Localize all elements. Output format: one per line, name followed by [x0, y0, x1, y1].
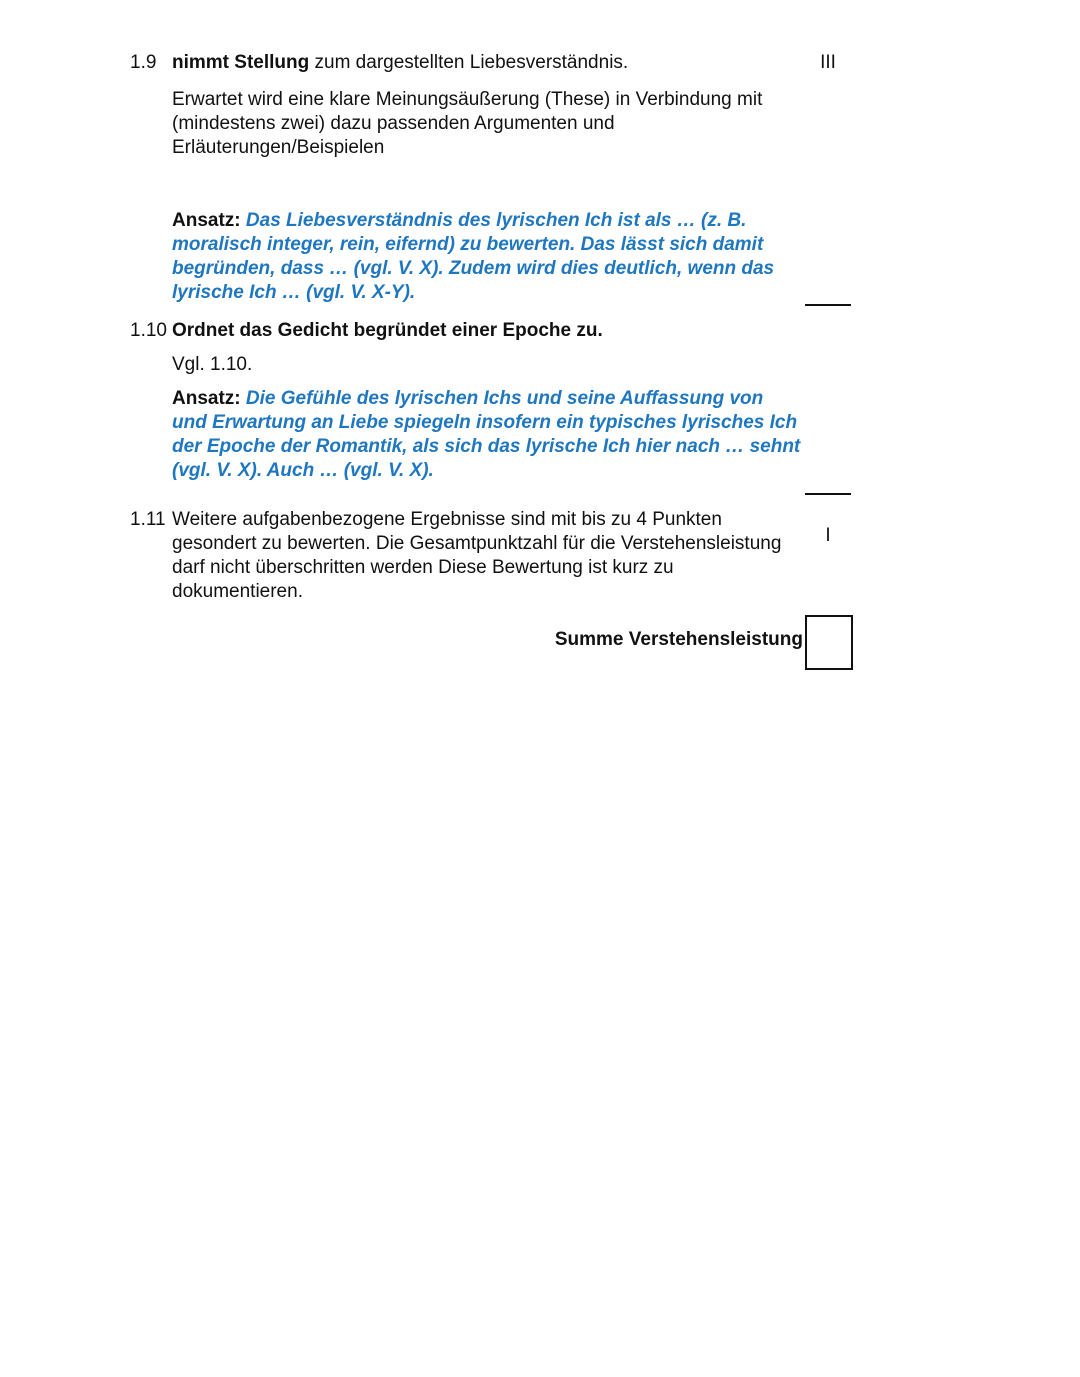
item-description-1-10: Vgl. 1.10. [172, 354, 253, 375]
item-title-1-9 [172, 51, 802, 75]
item-title-bold: nimmt Stellung [172, 52, 310, 73]
ansatz-text: Die Gefühle des lyrischen Ichs und seine Auffassung von und Erwartung an Liebe spiegeln insofern ein typisches lyrisches Ich der Epoche der Romantik, als sich das lyrische Ich hier nach … sehnt (vgl. V. X). Auch … (vgl. V. X). [172, 388, 801, 481]
ansatz-label: Ansatz: [172, 210, 241, 231]
item-title-1-10: Ordnet das Gedicht begründet einer Epoche zu. [172, 320, 603, 341]
score-line-1-9 [805, 304, 851, 306]
ansatz-block-1-10 [172, 387, 802, 483]
ansatz-block-1-9 [172, 209, 802, 305]
item-description-1-9: Erwartet wird eine klare Meinungsäußerung (These) in Verbindung mit (mindestens zwei) dazu passenden Argumenten und Erläuterungen/Beispielen [172, 89, 763, 158]
summary-label: Summe Verstehensleistung [554, 629, 803, 650]
item-number-1-11: 1.11 [130, 509, 166, 530]
item-title-rest: zum dargestellten Liebesverständnis. [309, 52, 629, 73]
item-number-1-9: 1.9 [130, 52, 157, 73]
summary-score-box[interactable] [805, 615, 853, 670]
level-badge-1-9: III [820, 52, 836, 73]
ansatz-text: Das Liebesverständnis des lyrischen Ich ist als … (z. B. moralisch integer, rein, eifernd) zu bewerten. Das lässt sich damit begründen, dass … (vgl. V. X). Zudem wird dies deutlich, wenn das lyrische Ich … (vgl. V. X-Y). [172, 210, 775, 303]
ansatz-label: Ansatz: [172, 388, 241, 409]
level-badge-1-11: I [825, 525, 831, 546]
item-text-1-11: Weitere aufgabenbezogene Ergebnisse sind mit bis zu 4 Punkten gesondert zu bewerten. Die Gesamtpunktzahl für die Verstehensleistung darf nicht überschritten werden Diese Bewertung ist kurz zu dokumentieren. [172, 509, 782, 602]
item-number-1-10: 1.10 [130, 320, 167, 341]
score-line-1-10 [805, 493, 851, 495]
